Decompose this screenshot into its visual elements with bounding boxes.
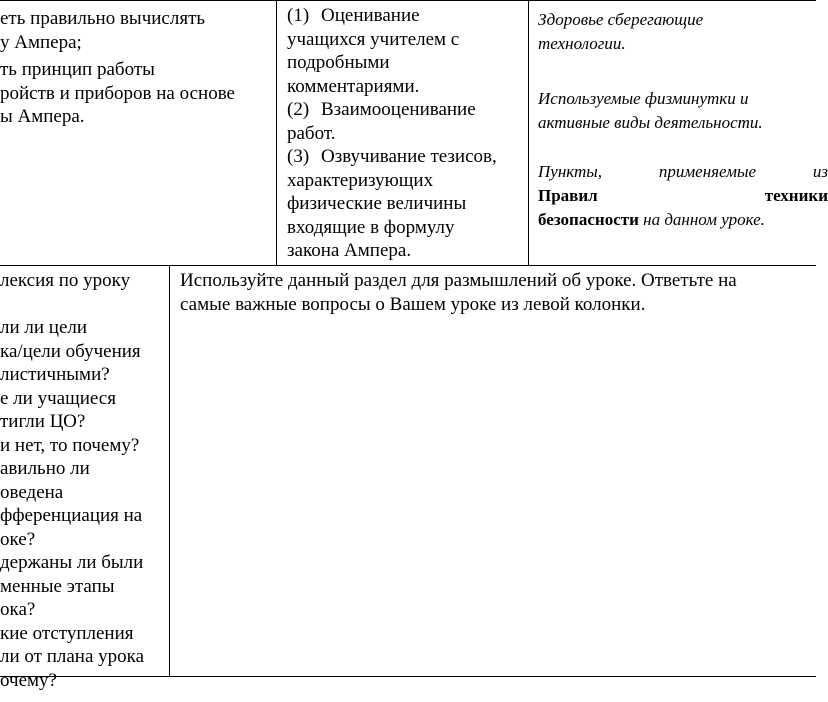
reflection-line: оведена [0, 481, 64, 503]
health-cell [538, 8, 703, 56]
reflection-line: авильно ли [0, 458, 90, 479]
grid-line-v1 [276, 0, 277, 266]
activities-line: активные виды деятельности. [538, 113, 763, 132]
reflection-line: ка/цели обучения [0, 340, 141, 362]
objectives-line: ы Ампера. [0, 106, 85, 127]
reflection-line: фференциация на [0, 505, 143, 526]
reflection-line: е ли учащиеся [0, 387, 116, 409]
objectives-cell [0, 7, 235, 129]
assessment-cell: (1) Оценивание учащихся учителем с подробными комментариями. (2) Взаимооценивание работ. (3) Озвучивание тезисов, характеризующих физические величины входящие в формулу закона Ампера. [287, 5, 497, 261]
reflection-line: очему? [0, 669, 57, 691]
reflection-line: и нет, то почему? [0, 434, 140, 456]
reflection-line: оке? [0, 528, 36, 550]
objectives-line: ть принцип работы [0, 59, 155, 80]
health-line: технологии. [538, 34, 626, 53]
reflection-line: менные этапы [0, 575, 115, 597]
reflection-instructions-cell [180, 269, 737, 316]
safety-line: Пункты, применяемые из [538, 162, 828, 181]
reflection-line [0, 293, 144, 317]
safety-cell [538, 160, 828, 232]
objectives-line: еть правильно вычислять [0, 8, 206, 29]
reflection-line: ока? [0, 599, 36, 620]
health-line: Здоровье сберегающие [538, 10, 704, 29]
assessment-item: (1) Оценивание [287, 5, 420, 26]
instruction-line: Используйте данный раздел для размышлений об уроке. Ответьте на [180, 270, 737, 291]
instruction-line: самые важные вопросы о Вашем уроке из левой колонки. [180, 293, 646, 315]
grid-line-v3 [169, 265, 170, 677]
reflection-questions-cell [0, 269, 144, 692]
reflection-line: лексия по уроку [0, 270, 131, 291]
reflection-line: кие отступления [0, 622, 134, 644]
grid-line-top [0, 0, 816, 1]
reflection-line: листичными? [0, 364, 110, 385]
reflection-line: тигли ЦО? [0, 411, 86, 432]
safety-line: безопасности на данном уроке. [538, 210, 765, 229]
activities-cell [538, 87, 763, 135]
objectives-line: ройств и приборов на основе [0, 82, 235, 104]
reflection-line: ли ли цели [0, 317, 88, 338]
reflection-line: ли от плана урока [0, 646, 145, 667]
assessment-item: (2) Взаимооценивание [287, 99, 476, 120]
grid-line-v2 [528, 0, 529, 266]
reflection-line: держаны ли были [0, 552, 144, 573]
assessment-item: (3) Озвучивание тезисов, [287, 146, 497, 167]
objectives-line: у Ампера; [0, 31, 82, 53]
safety-line: Правил техники [538, 186, 828, 205]
activities-line: Используемые физминутки и [538, 89, 749, 108]
grid-line-middle [0, 265, 816, 266]
